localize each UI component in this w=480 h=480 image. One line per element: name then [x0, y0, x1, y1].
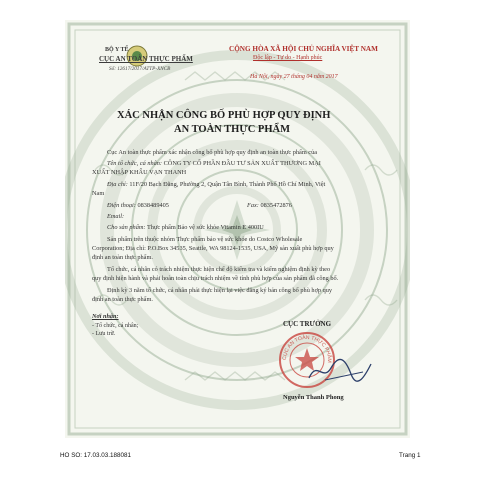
republic-title: CỘNG HÒA XÃ HỘI CHỦ NGHĨA VIỆT NAM	[229, 45, 378, 53]
dossier-code: HO SO: 17.03.03.188081	[60, 452, 132, 459]
product-label: Cho sản phẩm:	[107, 224, 146, 231]
product-field	[107, 224, 264, 233]
organization-label: Tên tổ chức, cá nhân:	[107, 160, 163, 167]
paragraph-3-line-1: Định kỳ 3 năm tổ chức, cá nhân phải thực hiện lại việc đăng ký bản công bố phù hợp quy	[107, 287, 333, 294]
intro-text: Cục An toàn thực phẩm xác nhận công bố phù hợp quy định an toàn thực phẩm của	[107, 149, 318, 156]
ministry-name: BỘ Y TẾ	[105, 47, 129, 53]
recipients-list	[92, 322, 138, 338]
fax-value: 0835472876	[260, 202, 292, 209]
address-label: Địa chỉ:	[107, 181, 128, 188]
phone-field	[107, 202, 169, 211]
handwritten-signature	[305, 356, 375, 386]
recipient-item: - Tổ chức, cá nhân;	[92, 323, 139, 329]
agency-name: CỤC AN TOÀN THỰC PHẨM	[99, 55, 193, 63]
document-title-line-1: XÁC NHẬN CÔNG BỐ PHÙ HỢP QUY ĐỊNH	[117, 110, 331, 121]
address-value-continued: Nam	[92, 190, 105, 197]
paragraph-2-line-2: quy định hiện hành và phải hoàn toàn chịu trách nhiệm về tính phù hợp của sản phẩm đã công bố.	[92, 275, 339, 282]
recipients-heading: Nơi nhận:	[92, 313, 119, 320]
signer-title: CỤC TRƯỞNG	[283, 320, 332, 328]
organization-field	[107, 160, 321, 169]
phone-value: 0838489405	[137, 202, 169, 209]
paragraph-1-line-2: Corporation; Địa chỉ: P.O.Box 34535, Seattle, WA 98124-1535, USA, Mỹ sản xuất phù hợp quy	[92, 245, 334, 252]
certificate-document	[65, 20, 410, 438]
document-number: Số: 12617/2017/ATTP-XNCB	[109, 66, 171, 72]
product-value: Thực phẩm Bảo vệ sức khỏe Vitamin E 400IU	[146, 224, 264, 231]
organization-value: CÔNG TY CỔ PHẦN ĐẦU TƯ SẢN XUẤT THƯƠNG MẠI	[163, 160, 321, 167]
phone-label: Điện thoại:	[107, 202, 136, 209]
paragraph-1-line-1: Sản phẩm trên thuộc nhóm Thực phẩm bảo vệ sức khỏe do Costco Wholesale	[107, 236, 303, 243]
paragraph-3-line-2: định an toàn thực phẩm.	[92, 296, 153, 303]
place-and-date: Hà Nội, ngày 27 tháng 04 năm 2017	[250, 74, 338, 80]
signer-name: Nguyễn Thanh Phong	[283, 394, 344, 401]
email-field	[107, 213, 124, 222]
document-title-line-2: AN TOÀN THỰC PHẨM	[174, 124, 290, 135]
page-number: Trang 1	[399, 452, 421, 459]
fax-field	[247, 202, 292, 211]
fax-label: Fax:	[247, 202, 259, 209]
stamp-ring-text: CỤC AN TOÀN THỰC PHẨM	[281, 334, 333, 363]
recipient-item: - Lưu trữ.	[92, 331, 116, 337]
national-motto: Độc lập - Tự do - Hạnh phúc	[253, 55, 323, 61]
paragraph-2-line-1: Tổ chức, cá nhân có trách nhiệm thực hiện chế độ kiểm tra và kiểm nghiệm định kỳ theo	[107, 266, 331, 273]
email-label: Email:	[107, 213, 125, 220]
address-field	[107, 181, 325, 190]
organization-value-continued: XUẤT NHẬP KHẨU VẠN THANH	[92, 169, 187, 176]
address-value: 11F/20 Bạch Đằng, Phường 2, Quận Tân Bình, Thành Phố Hồ Chí Minh, Việt	[129, 181, 326, 188]
paragraph-1-line-3: định an toàn thực phẩm.	[92, 254, 153, 261]
